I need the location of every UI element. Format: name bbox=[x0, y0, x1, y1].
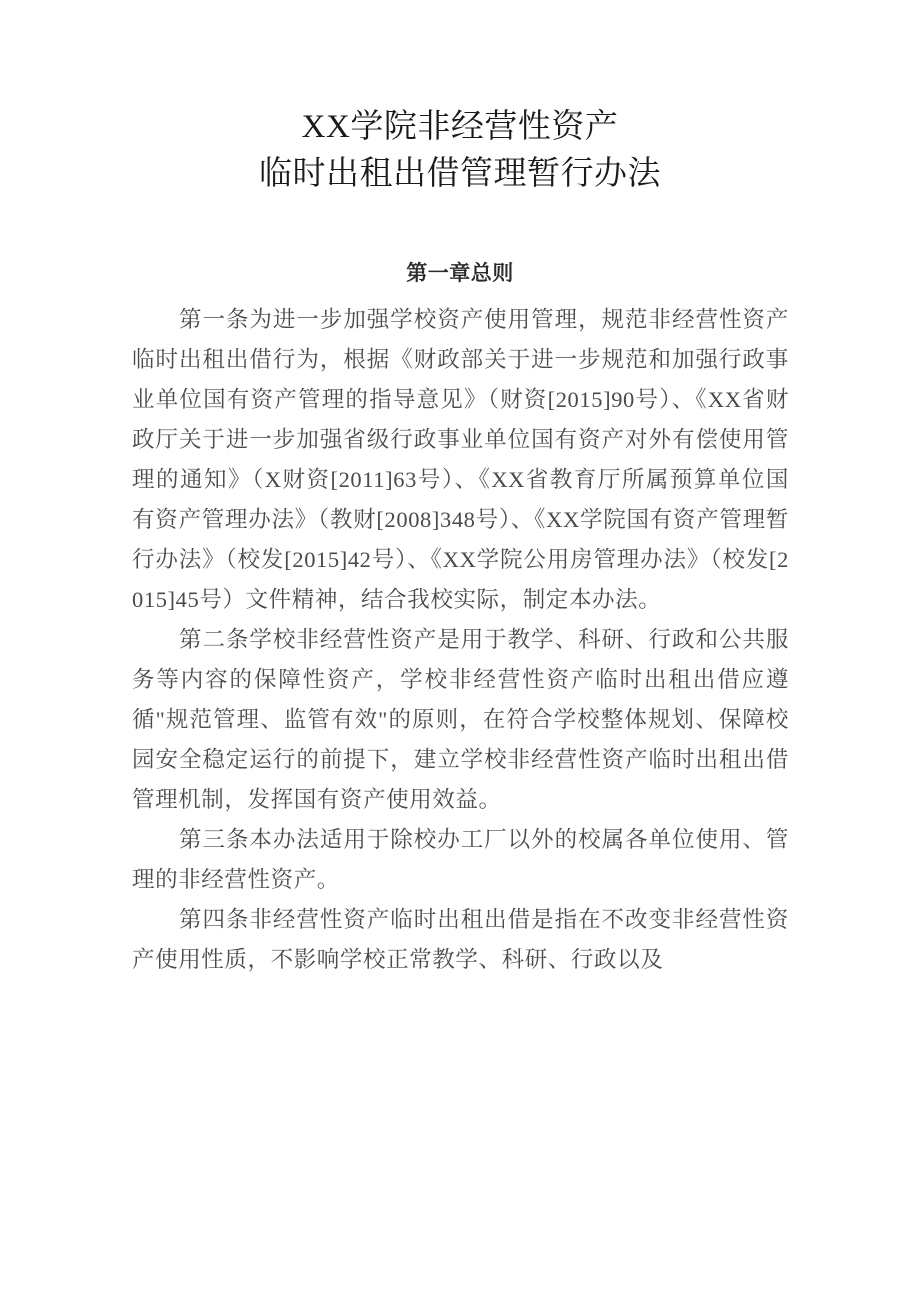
article-paragraph-2: 第二条学校非经营性资产是用于教学、科研、行政和公共服务等内容的保障性资产，学校非经营性资产临时出租出借应遵循"规范管理、监管有效"的原则，在符合学校整体规划、保障校园安全稳定运行的前提下，建立学校非经营性资产临时出租出借管理机制，发挥国有资产使用效益。 bbox=[132, 627, 789, 812]
document-body bbox=[132, 300, 789, 980]
document-title-line-2: 临时出租出借管理暂行办法 bbox=[259, 156, 661, 192]
document-title-line-1: XX学院非经营性资产 bbox=[301, 109, 619, 145]
article-paragraph-3: 第三条本办法适用于除校办工厂以外的校属各单位使用、管理的非经营性资产。 bbox=[132, 827, 789, 892]
article-paragraph-1: 第一条为进一步加强学校资产使用管理，规范非经营性资产临时出租出借行为，根据《财政部关于进一步规范和加强行政事业单位国有资产管理的指导意见》（财资[2015]90号）、《XX省财政厅关于进一步加强省级行政事业单位国有资产对外有偿使用管理的通知》（X财资[2011]63号）、《XX省教育厅所属预算单位国有资产管理办法》（教财[2008]348号）、《XX学院国有资产管理暂行办法》（校发[2015]42号）、《XX学院公用房管理办法》（校发[2015]45号）文件精神，结合我校实际，制定本办法。 bbox=[132, 307, 789, 612]
chapter-heading: 第一章总则 bbox=[406, 262, 514, 285]
document-title bbox=[0, 104, 920, 198]
article-paragraph-4: 第四条非经营性资产临时出租出借是指在不改变非经营性资产使用性质，不影响学校正常教学、科研、行政以及 bbox=[132, 907, 789, 972]
